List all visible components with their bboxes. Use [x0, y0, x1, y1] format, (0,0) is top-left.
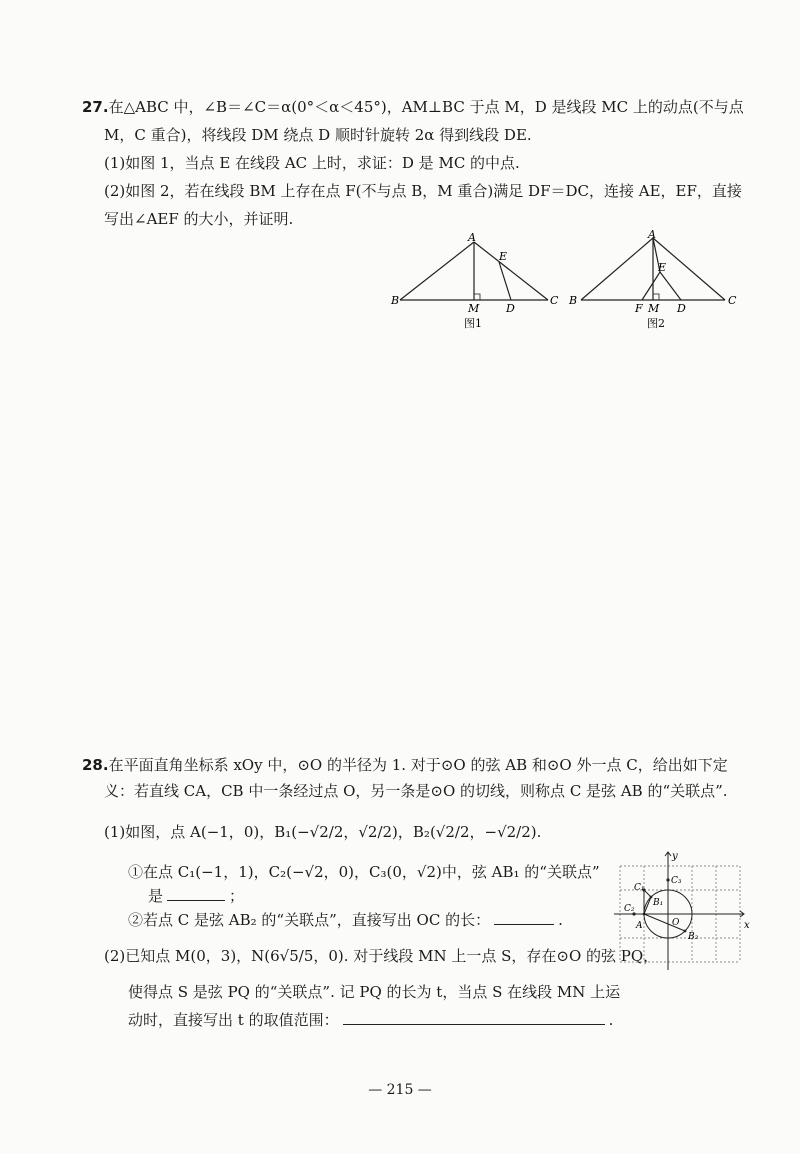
q27-part2-line2: 写出∠AEF 的大小，并证明.	[104, 210, 294, 228]
q27-line2: M，C 重合)，将线段 DM 绕点 D 顺时针旋转 2α 得到线段 DE.	[104, 126, 532, 144]
page-number: — 215 —	[368, 1082, 432, 1098]
graph-label-x: x	[744, 920, 750, 931]
q28-text-1: 在平面直角坐标系 xOy 中，⊙O 的半径为 1. 对于⊙O 的弦 AB 和⊙O 外一点 C，给出如下定	[108, 756, 728, 774]
q27-line1	[82, 97, 744, 117]
q28-line1	[82, 755, 728, 775]
fig2-label-e: E	[658, 261, 667, 274]
answer-blank-1[interactable]	[167, 886, 225, 901]
q27-figure-2	[565, 228, 745, 338]
fig1-label-e: E	[499, 250, 508, 263]
q27-text-1: 在△ABC 中，∠B＝∠C＝α(0°＜α＜45°)，AM⊥BC 于点 M，D 是线段 MC 上的动点(不与点	[108, 98, 744, 116]
q28-number: 28.	[82, 756, 109, 774]
fig2-label-c: C	[728, 294, 737, 307]
fig1-label-c: C	[550, 294, 559, 307]
q28-sub2	[128, 910, 563, 930]
q28-part2-line2: 使得点 S 是弦 PQ 的“关联点”. 记 PQ 的长为 t，当点 S 在线段 MN 上运	[128, 983, 621, 1001]
fig2-label-a: A	[648, 228, 656, 241]
q28-part1: (1)如图，点 A(−1，0)，B₁(−√2/2，√2/2)，B₂(√2/2，−√2/2).	[104, 823, 542, 841]
fig1-label-b: B	[391, 294, 400, 307]
fig2-label-f: F	[635, 302, 643, 315]
q28-sub1-pre: 是	[148, 887, 164, 905]
q28-sub2-post: .	[558, 911, 563, 929]
q28-part2-line3	[128, 1010, 613, 1030]
graph-label-b2: B₂	[688, 932, 699, 942]
graph-label-o: O	[672, 918, 680, 928]
q28-sub1-post: ；	[229, 887, 245, 905]
q28-coordinate-figure	[610, 846, 752, 976]
answer-blank-3[interactable]	[343, 1010, 605, 1025]
q27-number: 27.	[82, 98, 109, 116]
q28-part2-post: .	[608, 1011, 614, 1029]
q28-part2-line1: (2)已知点 M(0，3)，N(6√5/5，0). 对于线段 MN 上一点 S，存在⊙O 的弦 PQ，	[104, 947, 659, 965]
q27-figure-1	[388, 228, 568, 338]
fig2-label-b: B	[569, 294, 578, 307]
fig1-label-d: D	[506, 302, 515, 315]
graph-label-c3: C₃	[671, 876, 682, 886]
q28-sub1-line2	[148, 886, 244, 906]
fig1-caption: 图1	[464, 317, 482, 330]
answer-blank-2[interactable]	[494, 910, 554, 925]
graph-label-a: A	[636, 921, 643, 931]
q27-part2-line1: (2)如图 2，若在线段 BM 上存在点 F(不与点 B，M 重合)满足 DF＝DC，连接 AE，EF，直接	[104, 182, 742, 200]
q28-line2: 义：若直线 CA，CB 中一条经过点 O，另一条是⊙O 的切线，则称点 C 是弦 AB 的“关联点”.	[104, 782, 728, 800]
q27-part1: (1)如图 1，当点 E 在线段 AC 上时，求证：D 是 MC 的中点.	[104, 154, 520, 172]
q28-part2-pre: 动时，直接写出 t 的取值范围：	[128, 1011, 339, 1029]
graph-label-b1: B₁	[653, 898, 664, 908]
graph-label-c1: C₁	[634, 883, 645, 893]
fig2-caption: 图2	[647, 317, 665, 330]
q28-sub1-line1: ①在点 C₁(−1，1)，C₂(−√2，0)，C₃(0，√2)中，弦 AB₁ 的“关联点”	[128, 863, 600, 881]
fig1-label-a: A	[468, 231, 476, 244]
q28-sub2-pre: ②若点 C 是弦 AB₂ 的“关联点”，直接写出 OC 的长：	[128, 911, 491, 929]
graph-label-c2: C₂	[624, 904, 635, 914]
fig1-label-m: M	[468, 302, 480, 315]
graph-label-y: y	[672, 851, 678, 862]
fig2-label-m: M	[648, 302, 660, 315]
fig2-label-d: D	[677, 302, 686, 315]
